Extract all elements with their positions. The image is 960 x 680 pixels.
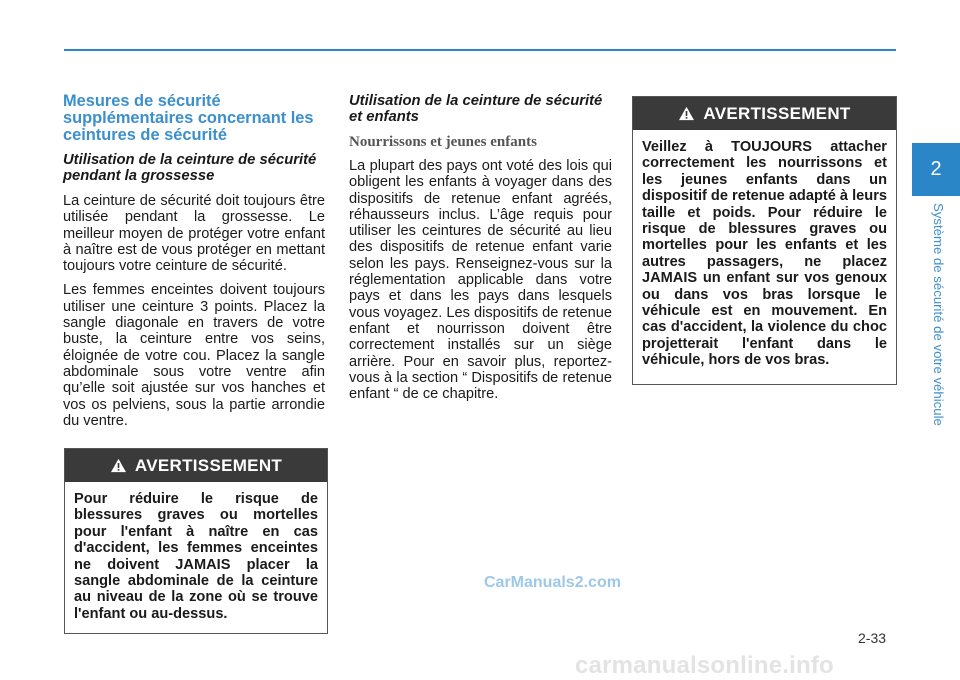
top-rule [64, 49, 896, 51]
warning-label: AVERTISSEMENT [134, 455, 283, 475]
column-left [63, 93, 325, 437]
warning-triangle-icon [678, 106, 695, 121]
pregnancy-paragraph-2: Les femmes enceintes doivent toujours utiliser une ceinture 3 points. Placez la sangle diagonale en travers de votre buste, la ceinture entre vos seins, éloignée de votre cou. Placez la sangle abdominale sous votre ventre afin qu’elle soit ajustée sur vos hanches et vos os pelviens, sous la partie arrondie du ventre. [63, 282, 325, 429]
children-subheading: Nourrissons et jeunes enfants [349, 134, 537, 150]
pregnancy-paragraph-1: La ceinture de sécurité doit toujours être utilisée pendant la grossesse. Le meilleur moyen de protéger votre enfant à naître est de vous protéger en mettant toujours votre ceinture de sécurité. [63, 193, 325, 275]
warning-triangle-icon [110, 458, 127, 473]
pregnancy-heading: Utilisation de la ceinture de sécurité pendant la grossesse [63, 152, 317, 184]
warning-text: Veillez à TOUJOURS attacher correctement les nourrissons et les jeunes enfants dans un dispositif de retenue adapté à leurs taille et poids. Pour réduire le risque de blessures graves ou mortelles pour les enfants et les autres passagers, ne placez JAMAIS un enfant sur vos genoux ou dans vos bras lorsque le véhicule est en mouvement. En cas d'accident, la violence du choc projetterait l'enfant dans le véhicule, hors de vos bras. [642, 139, 887, 369]
warning-header [65, 449, 327, 482]
children-paragraph-1: La plupart des pays ont voté des lois qui obligent les enfants à voyager dans des dispositifs de retenue enfant agréés, réhausseurs inclus. L’âge requis pour utiliser les ceintures de sécurité au lieu des dispositifs de retenue enfant varie selon les pays. Renseignez-vous sur la réglementation applicable dans votre pays et dans les pays dans lesquels vous voyagez. Les dispositifs de retenue enfant et nourrisson doivent être correctement installés sur un siège arrière. Pour en savoir plus, reportez-vous à la section “ Dispositifs de retenue enfant “ de ce chapitre. [349, 158, 612, 403]
warning-box-pregnancy [64, 448, 328, 634]
warning-label: AVERTISSEMENT [703, 103, 851, 123]
section-title: Mesures de sécurité supplémentaires concernant les ceintures de sécurité [63, 92, 314, 144]
column-middle [349, 93, 612, 410]
warning-text: Pour réduire le risque de blessures graves ou mortelles pour l'enfant à naître en cas d'accident, les femmes enceintes ne doivent JAMAIS placer la sangle abdominale de la ceinture au niveau de la zone où se trouve l'enfant ou au-dessus. [74, 491, 318, 622]
footer-watermark: carmanualsonline.info [575, 652, 834, 679]
warning-header [633, 97, 896, 130]
chapter-title: Système de sécurité de votre véhicule [931, 203, 946, 426]
chapter-tab[interactable]: 2 [912, 143, 960, 196]
children-heading: Utilisation de la ceinture de sécurité et enfants [349, 93, 603, 125]
watermark: CarManuals2.com [484, 574, 621, 591]
warning-box-children [632, 96, 897, 385]
page-number: 2-33 [858, 630, 887, 646]
